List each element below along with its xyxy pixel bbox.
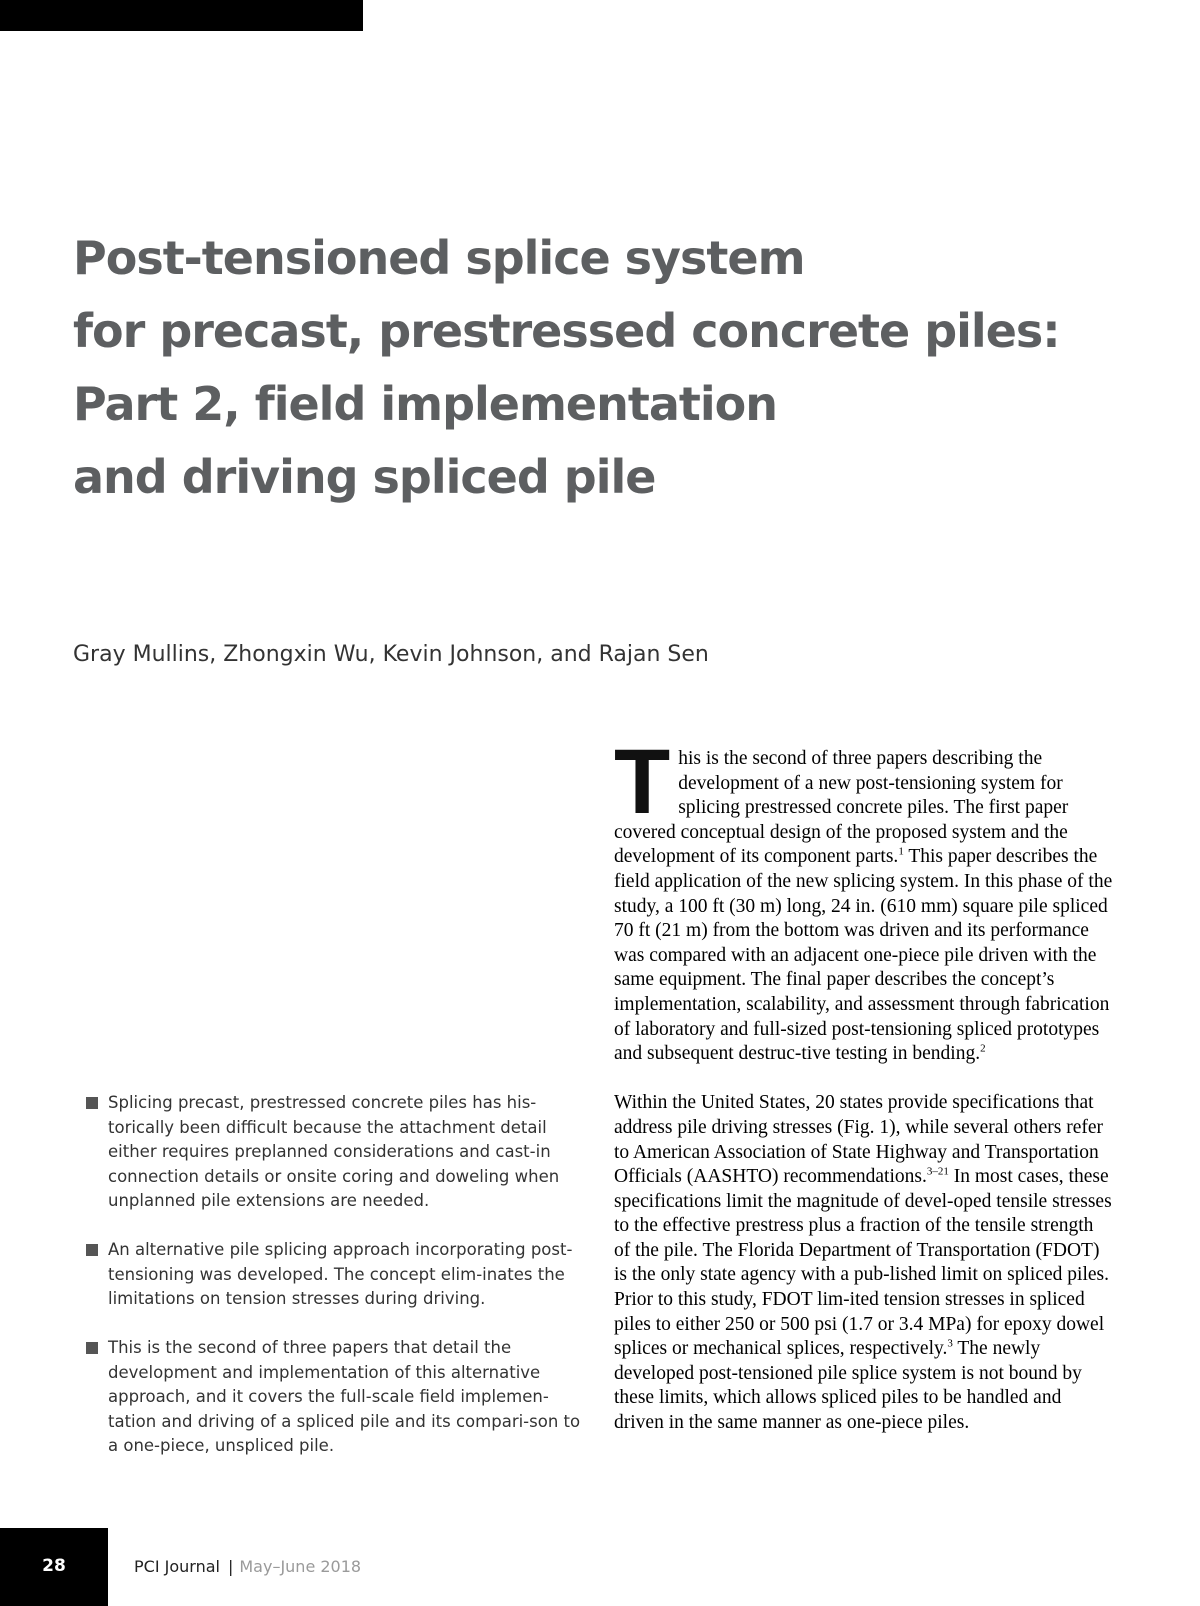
reference-marker: 3 [947,1337,953,1350]
summary-text: Splicing precast, prestressed concrete piles has his-torically been difficult because the attachment detail either requires preplanned considerations and cast-in connection details or onsite coring and doweling when unplanned pile extensions are needed. [108,1093,560,1210]
reference-marker: 3–21 [926,1165,949,1178]
body-paragraph [614,1091,1114,1435]
summary-text: An alternative pile splicing approach incorporating post-tensioning was developed. The concept elim-inates the limitations on tension stresses during driving. [108,1240,573,1308]
title-line: and driving spliced pile [73,450,656,504]
drop-cap: T [614,731,671,833]
summary-list [86,1091,586,1483]
reference-marker: 1 [898,845,904,858]
body-text: This paper describes the field application of the new splicing system. In this phase of the study, a 100 ft (30 m) long, 24 in. (610 mm) square pile spliced 70 ft (21 m) from the bottom was driven and its performance was compared with an adjacent one-piece pile driven with the same equipment. The final paper describes the concept’s implementation, scalability, and assessment through fabrication of laboratory and full-sized post-tensioning spliced prototypes and subsequent destruc-tive testing in bending. [614,846,1113,1065]
running-footer [134,1557,361,1577]
reference-marker: 2 [980,1042,986,1055]
body-text: Within the United States, 20 states provide specifications that address pile driving stresses (Fig. 1), while several others refer to American Association of State Highway and Transportation Officials (AASHTO) recommendations. [614,1092,1103,1188]
body-text: his is the second of three papers describing the development of a new post-tensioning system for splicing prestressed concrete piles. The first paper covered conceptual design of the proposed system and the development of its component parts. [614,748,1069,868]
body-text: In most cases, these specifications limit the magnitude of devel-oped tensile stresses to the effective prestress plus a fraction of the tensile strength of the pile. The Florida Department of Transportation (FDOT) is the only state agency with a pub-lished limit on spliced piles. Prior to this study, FDOT lim-ited tension stresses in spliced piles to either 250 or 500 psi (1.7 or 3.4 MPa) for epoxy dowel splices or mechanical splices, respectively. [614,1166,1112,1360]
page-number: 28 [42,1556,66,1576]
summary-text: This is the second of three papers that detail the development and implementation of this alternative approach, and it covers the full-scale field implemen-tation and driving of a spliced pile and its compari-son to a one-piece, unspliced pile. [108,1338,581,1455]
body-text: The newly developed post-tensioned pile splice system is not bound by these limits, which allows spliced piles to be handled and driven in the same manner as one-piece piles. [614,1338,1082,1434]
page-number-box [0,1528,108,1606]
title-line: Part 2, field implementation [73,377,778,431]
square-bullet-icon [86,1097,98,1109]
header-bar [0,0,363,31]
summary-item [86,1336,586,1459]
title-line: Post-tensioned splice system [73,231,805,285]
article-title [73,222,1153,514]
body-text-column [614,731,1114,1460]
summary-item [86,1238,586,1312]
body-paragraph [614,731,1114,1067]
square-bullet-icon [86,1342,98,1354]
author-list: Gray Mullins, Zhongxin Wu, Kevin Johnson, and Rajan Sen [73,642,709,667]
summary-item [86,1091,586,1214]
journal-name: PCI Journal [134,1557,220,1576]
title-line: for precast, prestressed concrete piles: [73,304,1060,358]
issue-date: May–June 2018 [239,1557,362,1576]
square-bullet-icon [86,1244,98,1256]
footer-separator: | [227,1557,234,1576]
